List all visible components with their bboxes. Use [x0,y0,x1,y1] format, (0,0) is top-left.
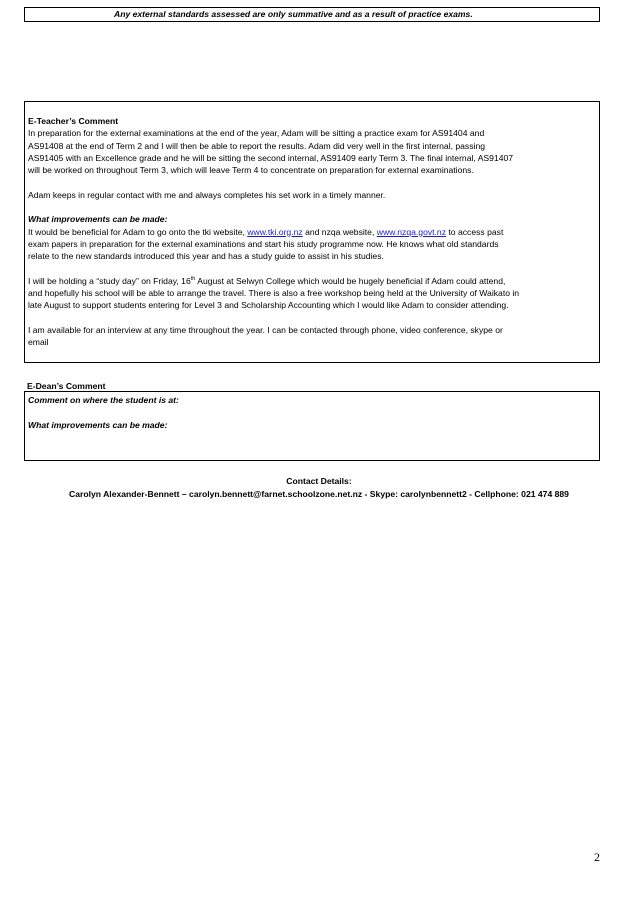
teacher-para3-line2: exam papers in preparation for the external examinations and start his study programme now. He knows what old standards [28,238,499,249]
page-number: 2 [594,850,600,864]
teacher-para2: Adam keeps in regular contact with me and always completes his set work in a timely manner. [28,189,386,200]
paragraph-gap [28,312,596,324]
paragraph-gap [28,176,596,188]
teacher-improvements-heading: What improvements can be made: [28,214,168,225]
paragraph-gap [28,406,596,418]
teacher-comment-title: E-Teacher’s Comment [28,116,119,126]
dean-where-label: Comment on where the student is at: [28,395,179,405]
teacher-para3-line1 [28,226,596,238]
dean-comment-title: E-Dean’s Comment [27,381,106,391]
para3-text-b: and nzqa website, [302,226,377,237]
ordinal-suffix: th [190,276,196,282]
external-standards-banner [24,7,600,22]
teacher-para5-line1: I am available for an interview at any time throughout the year. I can be contacted through phone, video conference, skype or [28,325,503,336]
para4-text-b: August at Selwyn College which would be hugely beneficial if Adam could attend, [195,275,506,286]
dean-improvements-label: What improvements can be made: [28,419,168,430]
teacher-para1-line4: will be worked on throughout Term 3, which will leave Term 4 to concentrate on preparation for external examinations. [28,165,474,176]
tki-website-link[interactable]: www.tki.org.nz [247,226,303,237]
teacher-comment-box [24,101,600,363]
teacher-para4-line1 [28,275,596,287]
banner-text: Any external standards assessed are only summative and as a result of practice exams. [114,9,473,19]
teacher-para4-line3: late August to support students entering for Level 3 and Scholarship Accounting which I would like Adam to consider attending. [28,300,509,311]
paragraph-gap [28,263,596,275]
dean-comment-box [24,391,600,461]
paragraph-gap [28,201,596,213]
para4-text-a: I will be holding a “study day” on Friday, 16 [28,275,191,286]
teacher-para3-line3: relate to the new standards introduced this year and has a study guide to assist in his studies. [28,251,384,262]
teacher-para1-line1: In preparation for the external examinations at the end of the year, Adam will be sitting a practice exam for AS91404 and [28,128,485,139]
teacher-para4-line2: and hopefully his school will be able to arrange the travel. There is also a free workshop being held at the University of Waikato in [28,288,520,299]
para3-text-c: to access past [446,226,504,237]
contact-details-line: Carolyn Alexander-Bennett – carolyn.bennett@farnet.schoolzone.net.nz - Skype: carolynbennett2 - Cellphone: 021 474 889 [69,489,569,499]
teacher-para1-line3: AS91405 with an Excellence grade and he will be sitting the second internal, AS91409 early Term 3. The final internal, AS91407 [28,152,514,163]
para3-text-a: It would be beneficial for Adam to go onto the tki website, [28,226,248,237]
nzqa-website-link[interactable]: www.nzqa.govt.nz [376,226,447,237]
teacher-para1-line2: AS91408 at the end of Term 2 and I will then be able to report the results. Adam did very well in the first internal, passing [28,140,485,151]
teacher-para5-line2: email [28,337,49,348]
contact-details-title: Contact Details: [286,476,352,486]
